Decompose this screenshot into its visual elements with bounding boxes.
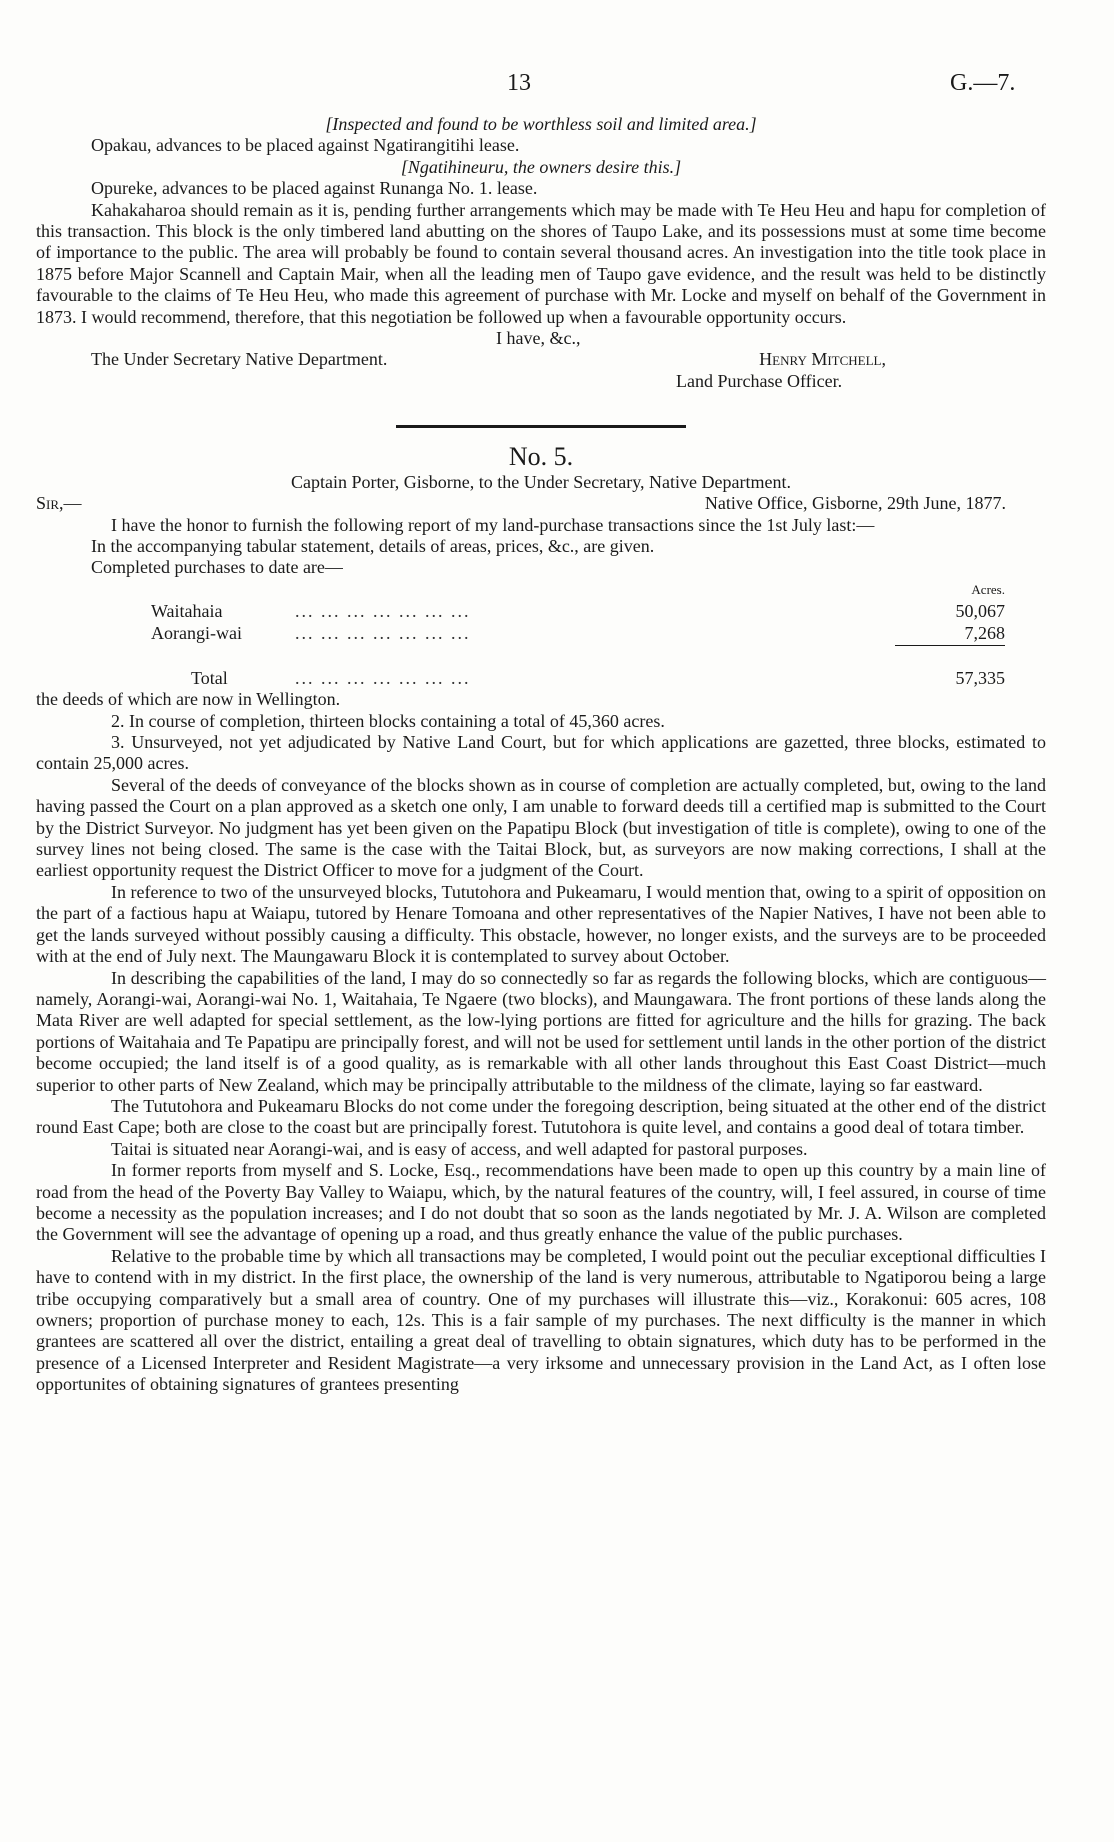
paragraph: Several of the deeds of conveyance of the blocks shown as in course of completion are actually completed, but, owing to the land having passed the Court on a plan approved as a sketch one only, I am unable to forward deeds till a certified map is submitted to the Court by the District Surveyor. No judgment has yet been given on the Papatipu Block (but investigation of title is complete), owing to one of the survey lines not being closed. The same is the case with the Taitai Block, but, as surveyors are now making corrections, I shall at the earliest opportunity request the District Officer to move for a judgment of the Court. — [36, 774, 1046, 881]
salutation-row — [36, 493, 1046, 514]
acreage-table — [151, 579, 1005, 690]
paragraph: In describing the capabilities of the land, I may do so connectedly so far as regards the following blocks, which are contiguous—namely, Aorangi-wai, Aorangi-wai No. 1, Waitahaia, Te Ngaere (two blocks), and Maungawara. The front portions of these lands along the Mata River are well adapted for special settlement, as the low-lying portions are fitted for agriculture and the hills for grazing. The back portions of Waitahaia and Te Papatipu are principally forest, and will not be used for settlement until lands in the other portion of the district become occupied; the land itself is of a good quality, as is remarkable with all other lands throughout this East Coast District—much superior to other parts of New Zealand, which may be principally attributable to the mildness of the climate, laying so far eastward. — [36, 967, 1046, 1095]
addressee: The Under Secretary Native Department. — [91, 349, 388, 370]
text-line: Completed purchases to date are— — [91, 557, 343, 578]
paragraph: The Tututohora and Pukeamaru Blocks do not come under the foregoing description, being situated at the other end of the district round East Cape; both are close to the coast but are principally forest. Tututohora is quite level, and contains a good deal of totara timber. — [36, 1095, 1046, 1138]
document-code: G.—7. — [950, 70, 1016, 96]
paragraph: In former reports from myself and S. Locke, Esq., recommendations have been made to open up this country by a main line of road from the head of the Poverty Bay Valley to Waiapu, which, by the natural features of the country, will, I feel assured, in course of time become a necessity as the population increases; and I do not doubt that so soon as the lands negotiated by Mr. J. A. Wilson are completed the Government will see the advantage of opening up a road, and thus greatly enhance the value of the public purchases. — [36, 1160, 1046, 1245]
table-total-row — [151, 667, 1005, 689]
text-line: Opureke, advances to be placed against Runanga No. 1. lease. — [91, 178, 538, 199]
total-acres: 57,335 — [955, 667, 1005, 688]
closing: I have, &c., — [496, 328, 581, 349]
section-divider — [396, 425, 686, 428]
paragraph: In reference to two of the unsurveyed blocks, Tututohora and Pukeamaru, I would mention that, owing to a spirit of opposition on the part of a factious hapu at Waiapu, tutored by Henare Tomoana and other representatives of the Napier Natives, I have not been able to get the lands surveyed without possibly causing a difficulty. This obstacle, however, no longer exists, and the surveys are to be proceeded with at the end of July next. The Maungawaru Block it is contemplated to survey about October. — [36, 881, 1046, 967]
unit-header: Acres. — [971, 582, 1005, 598]
editorial-note: [Inspected and found to be worthless soil and limited area.] — [325, 114, 757, 134]
signer-name: Henry Mitchell, — [759, 349, 886, 370]
text-line: the deeds of which are now in Wellington. — [36, 689, 341, 710]
page-number: 13 — [507, 70, 531, 96]
table-row — [151, 601, 1005, 623]
list-item: 2. In course of completion, thirteen blocks containing a total of 45,360 acres. — [111, 710, 665, 731]
total-label: Total — [191, 667, 228, 688]
block-acres: 7,268 — [964, 623, 1005, 644]
editorial-note: [Ngatihineuru, the owners desire this.] — [400, 156, 682, 177]
text-line: In the accompanying tabular statement, details of areas, prices, &c., are given. — [91, 535, 655, 556]
block-name: Waitahaia — [151, 601, 223, 622]
leader-dots: ... ... ... ... ... ... ... — [295, 667, 471, 688]
letter-from-line: Captain Porter, Gisborne, to the Under Secretary, Native Department. — [291, 471, 791, 492]
letter-number: No. 5. — [508, 442, 574, 472]
signer-title: Land Purchase Officer. — [676, 370, 843, 391]
signature-row — [36, 349, 1046, 370]
list-item: 3. Unsurveyed, not yet adjudicated by Native Land Court, but for which applications are gazetted, three blocks, estimated to contain 25,000 acres. — [36, 732, 1046, 774]
paragraph: I have the honor to furnish the following report of my land-purchase transactions since the 1st July last:— — [111, 514, 875, 535]
place-date: Native Office, Gisborne, 29th June, 1877. — [704, 493, 1006, 514]
leader-dots: ... ... ... ... ... ... ... — [295, 623, 471, 644]
paragraph: Kahakaharoa should remain as it is, pending further arrangements which may be made with Te Heu Heu and hapu for completion of this transaction. This block is the only timbered land abutting on the shores of Taupo Lake, and its possessions must at some time become of importance to the public. The area will probably be found to contain several thousand acres. An investigation into the title took place in 1875 before Major Scannell and Captain Mair, when all the leading men of Taupo gave evidence, and the result was held to be distinctly favourable to the claims of Te Heu Heu, who made this agreement of purchase with Mr. Locke and myself on behalf of the Government in 1873. I would recommend, therefore, that this negotiation be followed up when a favourable opportunity occurs. — [36, 199, 1046, 327]
paragraph: Taitai is situated near Aorangi-wai, and is easy of access, and well adapted for pastoral purposes. — [111, 1138, 808, 1159]
block-name: Aorangi-wai — [151, 623, 242, 644]
salutation: Sir,— — [36, 493, 82, 514]
text-line: Opakau, advances to be placed against Ngatirangitihi lease. — [91, 135, 520, 156]
table-row — [151, 623, 1005, 646]
block-acres: 50,067 — [955, 601, 1005, 622]
paragraph: Relative to the probable time by which all transactions may be completed, I would point out the peculiar exceptional difficulties I have to contend with in my district. In the first place, the ownership of the land is very numerous, attributable to Ngatiporou being a large tribe occupying comparatively but a small area of country. One of my purchases will illustrate this—viz., Korakonui: 605 acres, 108 owners; proportion of purchase money to each, 12s. This is a fair sample of my purchases. The next difficulty is the manner in which grantees are scattered all over the district, entailing a great deal of travelling to obtain signatures, which duty has to be performed in the presence of a Licensed Interpreter and Resident Magistrate—a very irksome and unnecessary provision in the Land Act, as I often lose opportunites of obtaining signatures of grantees presenting — [36, 1245, 1046, 1395]
document-body — [36, 114, 1046, 1396]
leader-dots: ... ... ... ... ... ... ... — [295, 601, 471, 622]
